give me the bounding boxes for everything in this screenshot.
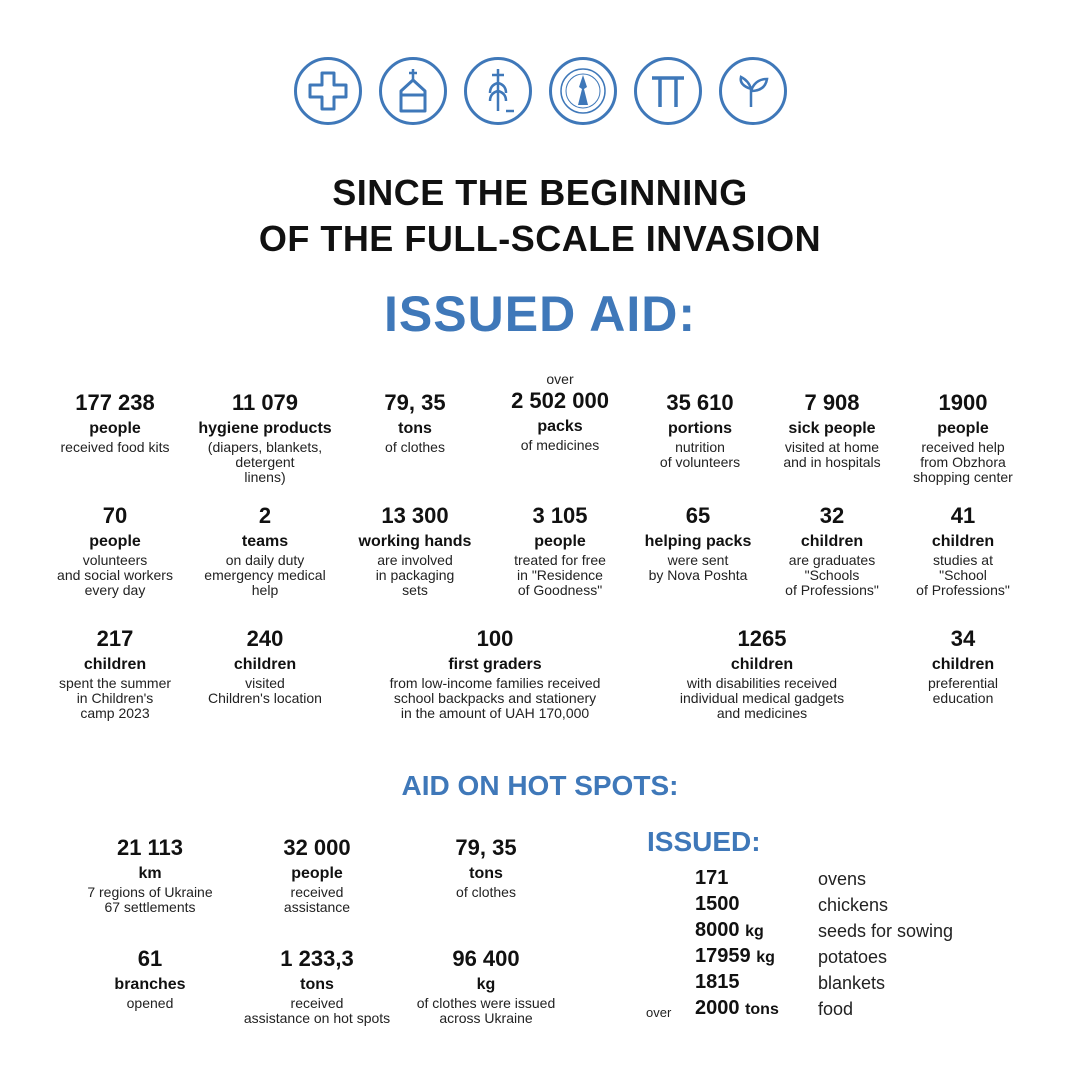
stat-unit: helping packs [644,533,752,550]
issued-item-unit: kg [756,949,775,966]
issued-item-quantity [695,945,775,968]
stat-prefix: over [546,371,574,387]
stat-description: volunteers and social workers every day [57,552,173,598]
stat-block [227,833,407,915]
stat-unit: people [534,533,586,550]
stat-number: 240 [246,626,284,651]
stat-number: 1 233,3 [280,946,354,971]
stat-number: 41 [950,503,976,528]
stat-description: received food kits [60,439,170,455]
stat-description: are involved in packaging sets [375,552,455,598]
issued-item-label: potatoes [818,947,888,967]
stat-unit: children [931,533,995,550]
stat-description: received assistance [283,884,351,915]
issued-item [640,893,1040,919]
stat-unit: people [89,420,141,437]
stat-unit: branches [114,976,186,993]
stat-description: of clothes were issued across Ukraine [416,995,556,1026]
issued-item-label: food [818,999,854,1019]
stat-description: of clothes [456,884,516,900]
partner-logos [0,57,1080,125]
issued-item-quantity [695,971,740,994]
headline [0,170,1080,262]
stat-description: were sent by Nova Poshta [648,552,748,583]
stat-number: 1900 [938,390,988,415]
stat-unit: tons [300,976,334,993]
stat-description: preferential education [927,675,999,706]
stat-number: 1265 [737,626,787,651]
stat-number: 7 908 [804,390,860,415]
stat-block [175,624,355,706]
stat-description: of medicines [520,437,600,453]
stat-description: visited at home and in hospitals [783,439,881,470]
stat-number: 65 [685,503,711,528]
stat-block [365,624,625,721]
stat-description: spent the summer in Children's camp 2023 [58,675,172,721]
stat-unit: tons [398,420,432,437]
stat-number: 21 113 [116,835,184,860]
stat-description: are graduates "Schools of Professions" [785,552,879,598]
headline-line-1: SINCE THE BEGINNING [332,172,748,213]
stat-number: 217 [96,626,134,651]
stat-description: with disabilities received individual medical gadgets and medicines [679,675,845,721]
stat-unit: teams [241,533,289,550]
stat-block [60,833,240,915]
stat-block [873,501,1053,598]
issued-item [640,867,1040,893]
stat-unit: children [83,656,147,673]
cross-icon [294,57,362,125]
stat-number: 96 400 [452,946,520,971]
issued-item [640,997,1040,1023]
chapel-icon [379,57,447,125]
issued-item [640,971,1040,997]
stat-unit: km [138,865,162,882]
issued-item-label: chickens [818,895,889,915]
stat-number: 11 079 [231,390,299,415]
stat-number: 34 [950,626,976,651]
stat-number: 79, 35 [384,390,446,415]
stat-description: on daily duty emergency medical help [204,552,326,598]
stat-description: treated for free in "Residence of Goodness" [514,552,606,598]
stat-block [642,624,882,721]
issued-item-unit: kg [745,923,764,940]
issued-item-number: 1815 [695,971,740,993]
stat-description: nutrition of volunteers [659,439,741,470]
stat-description: (diapers, blankets, detergent linens) [207,439,323,485]
stat-block [396,833,576,900]
stat-unit: packs [537,418,583,435]
stat-unit: first graders [448,656,542,673]
stat-block [227,944,407,1026]
issued-item-number: 171 [695,867,729,889]
stat-unit: children [233,656,297,673]
issued-item-label: seeds for sowing [818,921,954,941]
issued-item-number: 8000 [695,919,740,941]
stat-unit: people [291,865,343,882]
issued-list-title: ISSUED: [647,826,761,857]
stat-block [60,944,240,1011]
stat-number: 2 502 000 [511,388,609,413]
stat-description: 7 regions of Ukraine 67 settlements [87,884,213,915]
stat-number: 177 238 [75,390,155,415]
headline-line-2: OF THE FULL-SCALE INVASION [258,218,822,259]
issued-item-quantity [695,919,764,942]
stat-unit: sick people [788,420,876,437]
stat-number: 32 000 [283,835,351,860]
issued-item-label: blankets [818,973,886,993]
stat-description: received help from Obzhora shopping center [913,439,1013,485]
stat-number: 70 [102,503,128,528]
stat-unit: kg [476,976,496,993]
issued-item-number: 17959 [695,945,751,967]
stat-description: visited Children's location [208,675,322,706]
issued-item-quantity [695,867,728,890]
wheat-cross-icon [464,57,532,125]
issued-item-label: ovens [818,869,867,889]
stat-unit: hygiene products [198,420,332,437]
issued-item [640,919,1040,945]
stat-description: from low-income families received school backpacks and stationery in the amount of UAH 170,000 [389,675,601,721]
stat-number: 32 [819,503,845,528]
issued-item-number: 2000 [695,997,740,1019]
issued-items-list [640,867,1040,1023]
issued-aid-title: ISSUED AID: [384,286,696,342]
seal-icon [549,57,617,125]
stat-unit: people [89,533,141,550]
stat-unit: people [937,420,989,437]
stat-unit: portions [668,420,732,437]
issued-item-quantity [695,893,740,916]
stat-number: 100 [476,626,514,651]
stat-number: 13 300 [381,503,449,528]
stat-unit: tons [469,865,503,882]
stat-unit: children [931,656,995,673]
stat-description: of clothes [385,439,445,455]
issued-item-prefix: over [646,1005,672,1020]
stat-block [873,624,1053,706]
stat-description: opened [126,995,174,1011]
stat-number: 35 610 [666,390,734,415]
stat-unit: children [730,656,794,673]
stat-block [396,944,576,1026]
issued-item-number: 1500 [695,893,740,915]
pi-icon [634,57,702,125]
stat-description: received assistance on hot spots [243,995,391,1026]
hot-spots-title: AID ON HOT SPOTS: [401,770,679,801]
stat-unit: working hands [358,533,472,550]
stat-number: 2 [258,503,272,528]
stat-block [873,388,1053,485]
stat-number: 61 [137,946,163,971]
sprout-icon [719,57,787,125]
stat-number: 3 105 [532,503,588,528]
stat-description: studies at "School of Professions" [916,552,1010,598]
issued-item [640,945,1040,971]
issued-item-quantity [695,997,779,1020]
issued-item-unit: tons [745,1001,779,1018]
stat-number: 79, 35 [455,835,517,860]
stat-unit: children [800,533,864,550]
